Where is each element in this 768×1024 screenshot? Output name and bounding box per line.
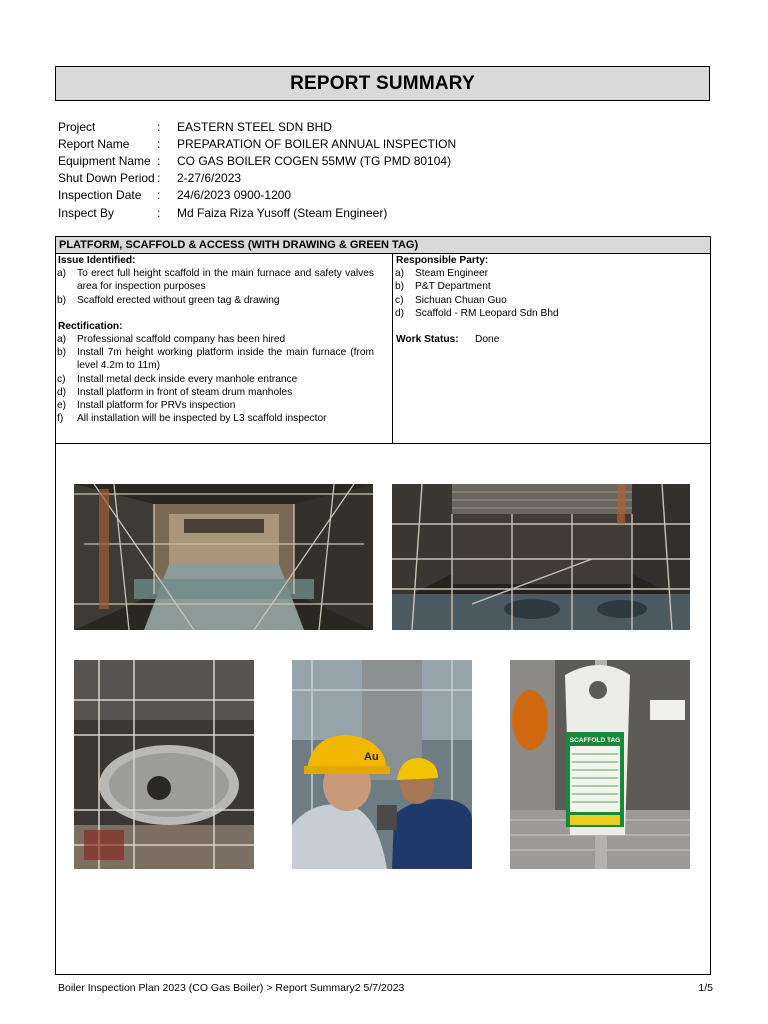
- item-text: Steam Engineer: [415, 268, 489, 280]
- party-item: [394, 294, 704, 307]
- info-label: Inspection Date: [58, 188, 142, 203]
- issue-item: [56, 294, 392, 307]
- section-columns: [56, 254, 710, 444]
- rectification-heading: Rectification:: [58, 320, 123, 332]
- item-marker: b): [395, 281, 405, 293]
- item-marker: a): [57, 334, 67, 346]
- item-marker: a): [395, 268, 405, 280]
- footer-page-number: 1/5: [698, 982, 713, 994]
- section-heading: PLATFORM, SCAFFOLD & ACCESS (WITH DRAWING & GREEN TAG): [56, 237, 710, 254]
- info-row-project: [58, 118, 456, 135]
- item-marker: c): [57, 373, 66, 385]
- rectification-item: [56, 333, 392, 346]
- party-item: [394, 280, 704, 293]
- item-marker: d): [57, 386, 67, 398]
- page-footer: [58, 982, 713, 994]
- item-text: Install platform for PRVs inspection: [77, 400, 236, 412]
- info-row-equipment-name: [58, 152, 456, 169]
- item-text: To erect full height scaffold in the main furnace and safety valves area for inspection purposes: [77, 268, 374, 293]
- info-value: CO GAS BOILER COGEN 55MW (TG PMD 80104): [177, 153, 452, 168]
- rectification-item: [56, 386, 392, 399]
- item-marker: e): [57, 400, 67, 412]
- workers-inspection-photo: [292, 660, 472, 869]
- work-status-label: Work Status:: [396, 334, 459, 346]
- item-text: Professional scaffold company has been hired: [77, 334, 286, 346]
- info-value: EASTERN STEEL SDN BHD: [177, 119, 332, 134]
- issue-item: [56, 267, 392, 293]
- info-label: Equipment Name: [58, 153, 151, 168]
- item-text: All installation will be inspected by L3 scaffold inspector: [77, 413, 327, 425]
- rectification-item: [56, 373, 392, 386]
- info-row-report-name: [58, 135, 456, 152]
- info-row-shut-down-period: [58, 170, 456, 187]
- report-title-box: [55, 66, 710, 101]
- item-text: P&T Department: [415, 281, 491, 293]
- info-label: Report Name: [58, 136, 130, 151]
- party-item: [394, 307, 704, 320]
- item-marker: b): [57, 347, 67, 359]
- spacer: [56, 307, 392, 320]
- rectification-item: [56, 412, 392, 425]
- rectification-item: [56, 399, 392, 412]
- party-item: [394, 267, 704, 280]
- report-info: [58, 118, 456, 221]
- item-marker: c): [395, 294, 404, 306]
- helmet-text: Au: [364, 751, 379, 763]
- info-colon: :: [157, 205, 161, 220]
- info-colon: :: [157, 188, 161, 203]
- issues-column: [56, 254, 393, 443]
- info-label: Inspect By: [58, 205, 115, 220]
- info-value: Md Faiza Riza Yusoff (Steam Engineer): [177, 205, 388, 220]
- info-value: 24/6/2023 0900-1200: [177, 188, 292, 203]
- info-label: Project: [58, 119, 96, 134]
- furnace-scaffold-photo-2: [392, 484, 690, 630]
- item-marker: a): [57, 268, 67, 280]
- item-marker: d): [395, 307, 405, 319]
- work-status-value: Done: [475, 334, 500, 346]
- info-colon: :: [157, 119, 161, 134]
- item-marker: b): [57, 294, 67, 306]
- report-title: REPORT SUMMARY: [290, 72, 475, 94]
- info-row-inspection-date: [58, 187, 456, 204]
- item-text: Install platform in front of steam drum manholes: [77, 386, 293, 398]
- work-status: [394, 333, 704, 346]
- item-text: Install 7m height working platform inside the main furnace (from level 4.2m to 11m): [77, 347, 374, 372]
- item-text: Scaffold erected without green tag & drawing: [77, 294, 280, 306]
- footer-document-info: Boiler Inspection Plan 2023 (CO Gas Boiler) > Report Summary2 5/7/2023: [58, 982, 405, 994]
- info-row-inspect-by: [58, 204, 456, 221]
- info-colon: :: [157, 171, 161, 186]
- item-marker: f): [57, 413, 64, 425]
- responsible-heading: Responsible Party:: [396, 255, 489, 266]
- tag-title: SCAFFOLD TAG: [569, 737, 621, 744]
- info-colon: :: [157, 136, 161, 151]
- rectification-item: [56, 346, 392, 372]
- item-text: Sichuan Chuan Guo: [415, 294, 507, 306]
- info-colon: :: [157, 153, 161, 168]
- info-value: PREPARATION OF BOILER ANNUAL INSPECTION: [177, 136, 457, 151]
- item-text: Install metal deck inside every manhole entrance: [77, 373, 298, 385]
- info-value: 2-27/6/2023: [177, 171, 242, 186]
- responsible-column: [394, 254, 704, 443]
- item-text: Scaffold - RM Leopard Sdn Bhd: [415, 307, 559, 319]
- steam-drum-scaffold-photo: [74, 660, 254, 869]
- furnace-scaffold-photo-1: [74, 484, 373, 630]
- info-label: Shut Down Period: [58, 171, 155, 186]
- issue-heading: Issue Identified:: [58, 255, 136, 266]
- scaffold-green-tag-photo: [510, 660, 690, 869]
